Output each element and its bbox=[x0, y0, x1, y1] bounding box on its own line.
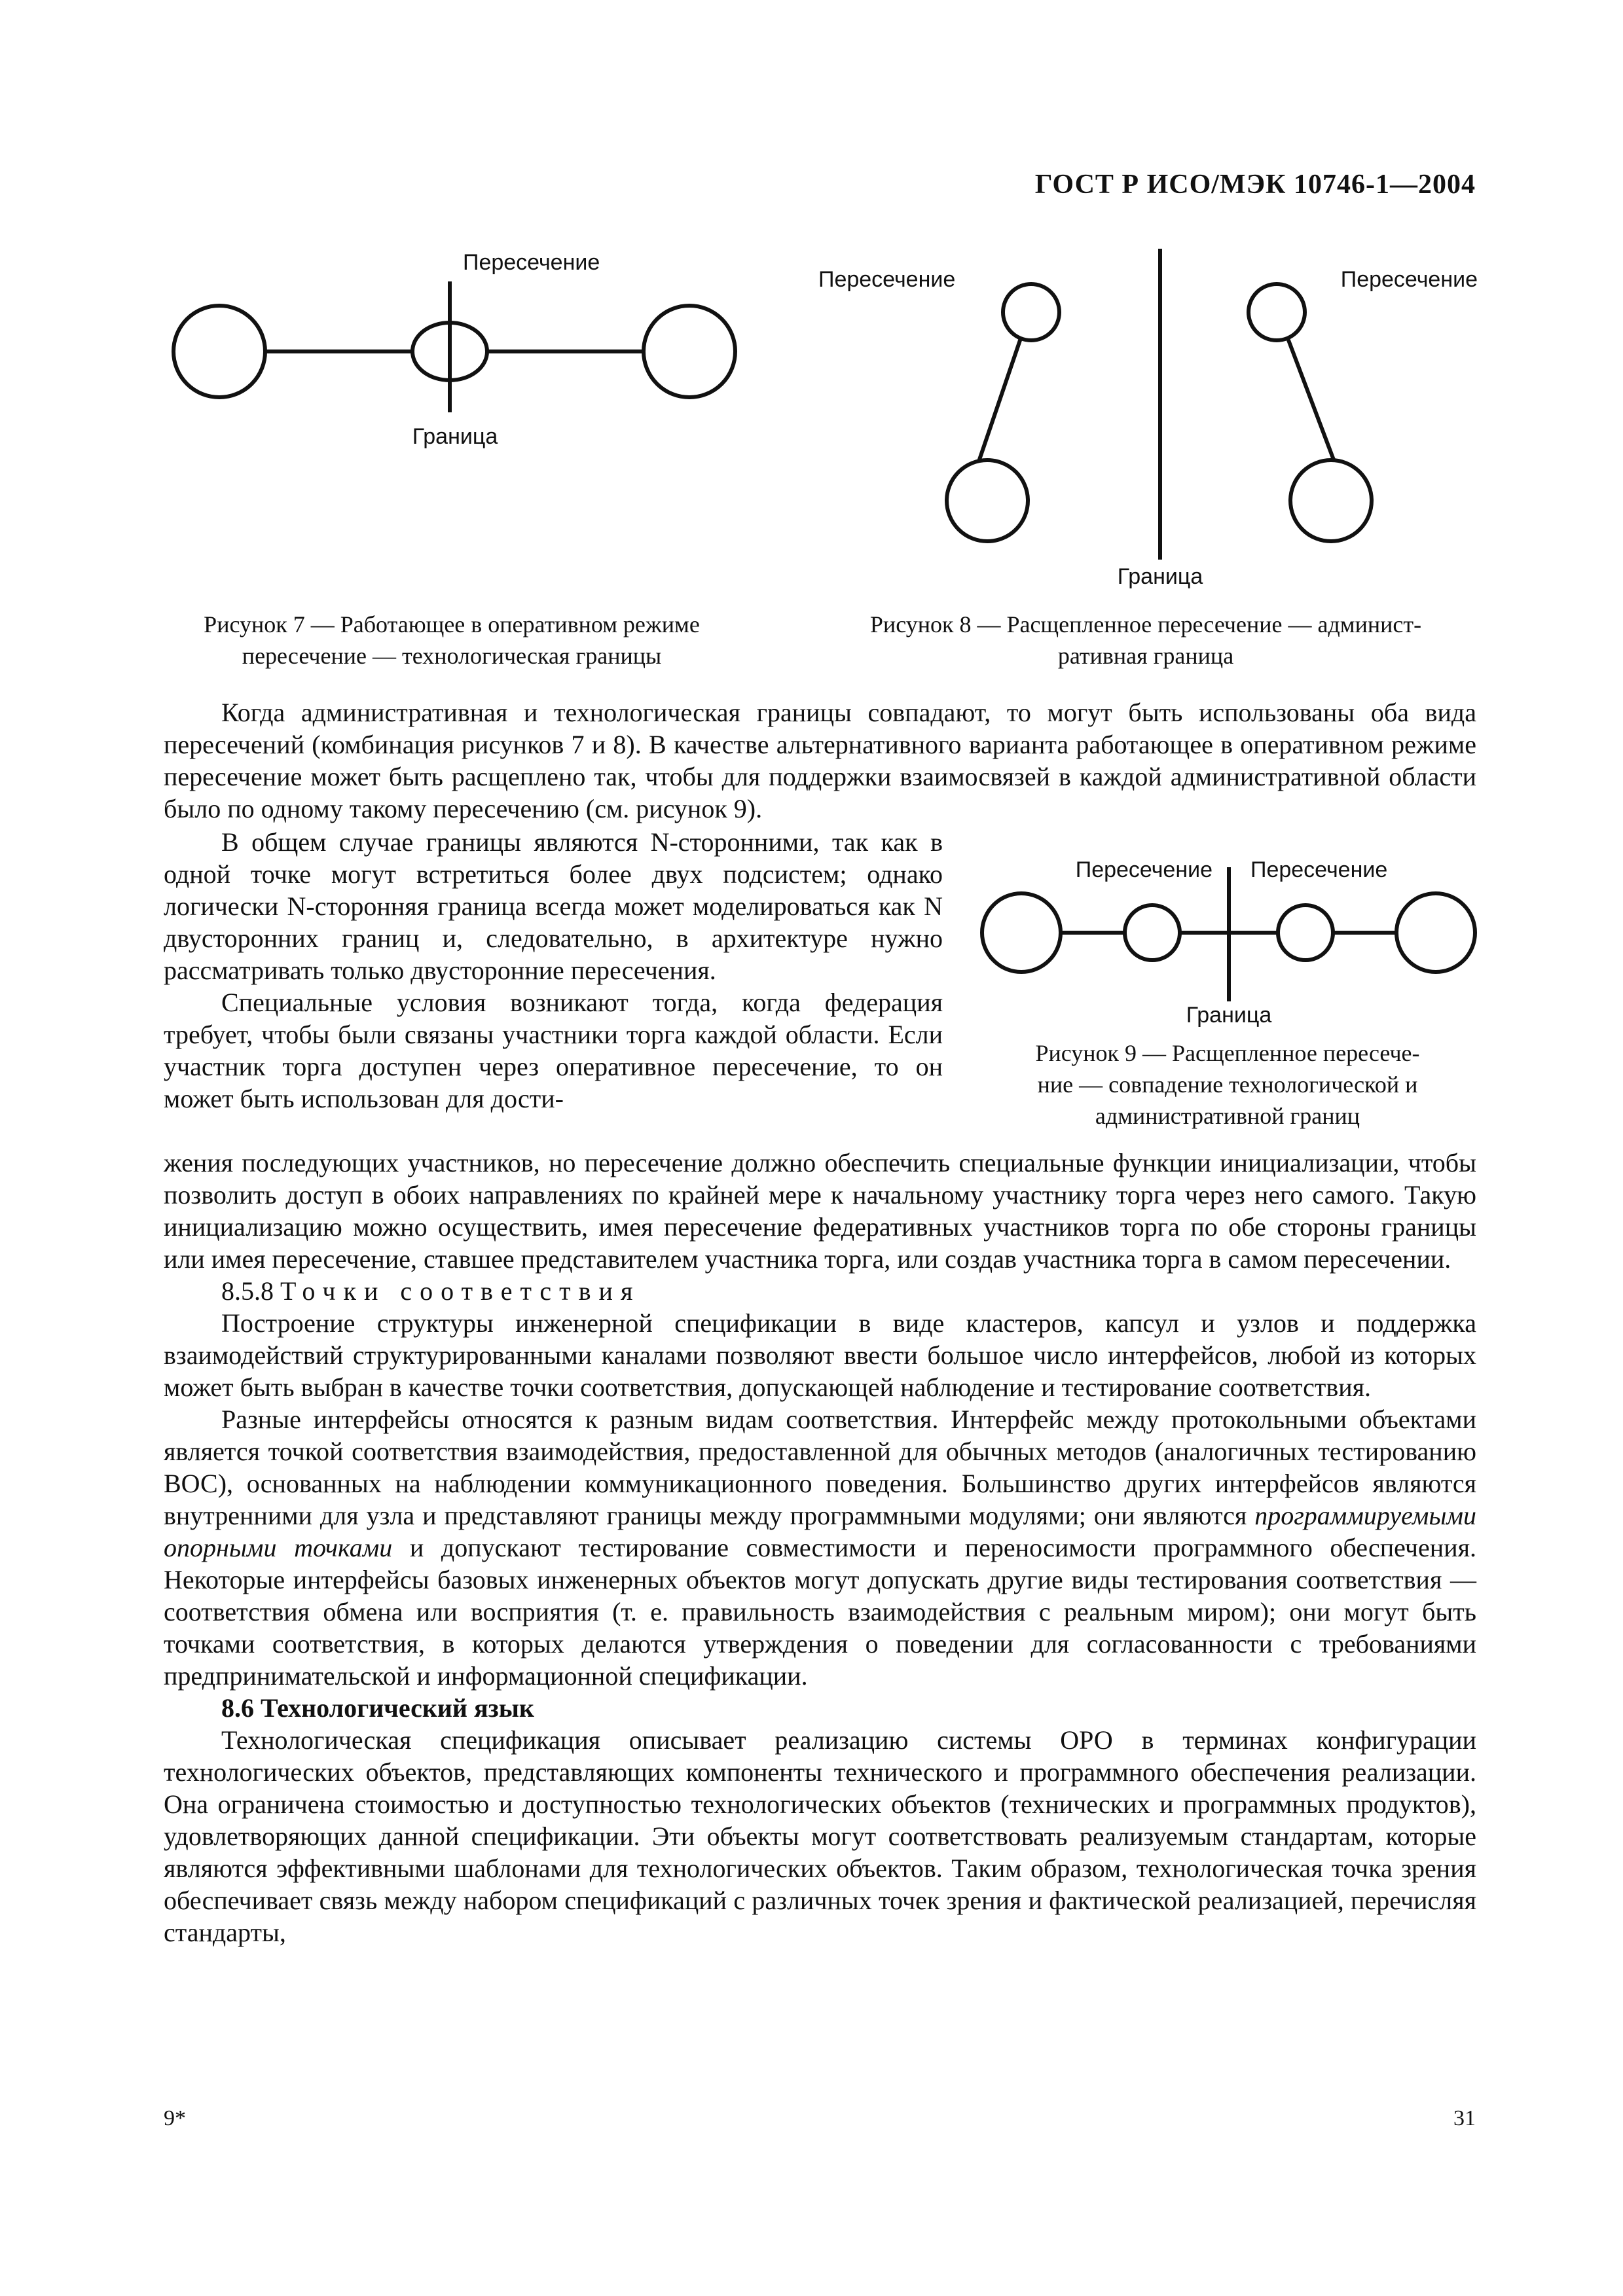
section-8-5-8-heading bbox=[164, 1275, 1476, 1307]
main-text bbox=[164, 1147, 1476, 1948]
figure-8-caption bbox=[815, 609, 1476, 672]
label-intersection-right: Пересечение bbox=[1340, 267, 1478, 292]
intersection-node-right bbox=[1278, 905, 1333, 960]
connection-line bbox=[1288, 338, 1334, 461]
paragraph-2: В общем случае границы являются N-сторонними, так как в одной точке могут встретиться более двух подсистем; однако логически N-сторонняя граница всегда может моделироваться как N двусторонних границ и, следовательно, в архитектуре нужно рассматривать только двусторонние пересечения. bbox=[164, 827, 943, 985]
caption-line: пересечение — технологическая границы bbox=[242, 643, 662, 669]
label-boundary: Граница bbox=[412, 424, 498, 449]
label-intersection-left: Пересечение bbox=[818, 267, 956, 292]
intersection-node-right bbox=[1249, 284, 1305, 340]
emphasis: программируемыми опорными точками bbox=[164, 1501, 1476, 1562]
figure-8-diagram bbox=[815, 242, 1483, 596]
caption-line: ративная граница bbox=[1057, 643, 1234, 669]
node-right bbox=[644, 306, 735, 397]
intersection-node-left bbox=[1003, 284, 1059, 340]
node-left bbox=[173, 306, 265, 397]
caption-line: Рисунок 9 — Расщепленное пересече- bbox=[1035, 1040, 1420, 1066]
section-8-6-heading: 8.6 Технологический язык bbox=[221, 1693, 534, 1723]
node-left bbox=[982, 893, 1061, 972]
side-column bbox=[164, 826, 943, 1115]
signature-mark: 9* bbox=[164, 2106, 186, 2130]
figure-7-diagram bbox=[151, 242, 753, 465]
intersection-node-left bbox=[1125, 905, 1180, 960]
paragraph-3-part1: Специальные условия возникают тогда, когда федерация требует, чтобы были связаны участники торга каждой области. Если участник торга доступен через оперативное пересечение, то он может быть использован для дости- bbox=[164, 988, 943, 1113]
label-boundary: Граница bbox=[1117, 564, 1203, 589]
node-bottom-left bbox=[947, 460, 1028, 541]
caption-line: административной границ bbox=[1095, 1103, 1360, 1129]
paragraph-6: Технологическая спецификация описывает реализацию системы ОРО в терминах конфигурации технологических объектов, представляющих компоненты технического и программного обеспечения реализации. Она ограничена стоимостью и доступностью технологических объектов (технических и программных продуктов), удовлетворяющих данной спецификации. Эти объекты могут соответствовать реализуемым стандартам, которые являются эффективными шаблонами для технологических объектов. Таким образом, технологическая точка зрения обеспечивает связь между набором спецификаций с различных точек зрения и фактической реализацией, перечисляя стандарты, bbox=[164, 1725, 1476, 1947]
caption-line: Рисунок 8 — Расщепленное пересечение — админист- bbox=[869, 611, 1422, 637]
node-bottom-right bbox=[1290, 460, 1372, 541]
label-intersection-left: Пересечение bbox=[1075, 857, 1213, 882]
document-header: ГОСТ Р ИСО/МЭК 10746-1—2004 bbox=[1034, 170, 1476, 200]
paragraph-5: Разные интерфейсы относятся к разным видам соответствия. Интерфейс между протокольными объектами является точкой соответствия взаимодействия, предоставленной для обычных методов (аналогичных тестированию ВОС), основанных на наблюдении коммуникационного поведения. Большинство других интерфейсов являются внутренними для узла и представляют границы между программными модулями; они являются программируемыми опорными точками и допускают тестирование совместимости и переносимости программного обеспечения. Некоторые интерфейсы базовых инженерных объектов могут допускать другие виды тестирования соответствия — соответствия обмена или восприятия (т. е. правильность взаимодействия с реальным миром); они могут быть точками соответствия, в которых делаются утверждения о поведении для согласованности с требованиями предпринимательской и информационной спецификации. bbox=[164, 1405, 1476, 1691]
section-number: 8.5.8 bbox=[221, 1276, 274, 1306]
page-number: 31 bbox=[1453, 2106, 1476, 2130]
label-intersection: Пересечение bbox=[463, 250, 600, 275]
connection-line bbox=[979, 338, 1021, 461]
node-right bbox=[1396, 893, 1475, 972]
section-title: Точки соответствия bbox=[280, 1276, 641, 1306]
label-boundary: Граница bbox=[1186, 1003, 1272, 1028]
caption-line: Рисунок 7 — Работающее в оперативном режиме bbox=[204, 611, 700, 637]
label-intersection-right: Пересечение bbox=[1250, 857, 1388, 882]
figure-9-caption bbox=[976, 1037, 1480, 1132]
paragraph-3-part2: жения последующих участников, но пересечение должно обеспечить специальные функции инициализации, чтобы позволить доступ в обоих направлениях по крайней мере к начальному участнику торга через него самого. Такую инициализацию можно осуществить, имея пересечение федеративных участников торга по обе стороны границы или имея пересечение, ставшее представителем участника торга, или создав участника торга в самом пересечении. bbox=[164, 1148, 1476, 1274]
figure-9-diagram bbox=[976, 851, 1486, 1028]
caption-line: ние — совпадение технологической и bbox=[1037, 1071, 1418, 1098]
figure-7-caption bbox=[151, 609, 753, 672]
paragraph-1: Когда административная и технологическая границы совпадают, то могут быть использованы оба вида пересечений (комбинация рисунков 7 и 8). В качестве альтернативного варианта работающее в оперативном режиме пересечение может быть расщеплено так, чтобы для поддержки взаимосвязей в каждой административной области было по одному такому пересечению (см. рисунок 9). bbox=[164, 698, 1476, 823]
paragraph-4: Построение структуры инженерной спецификации в виде кластеров, капсул и узлов и поддержка взаимодействий структурированными каналами позволяют ввести большое число интерфейсов, любой из которых может быть выбран в качестве точки соответствия, допускающей наблюдение и тестирование соответствия. bbox=[164, 1308, 1476, 1402]
